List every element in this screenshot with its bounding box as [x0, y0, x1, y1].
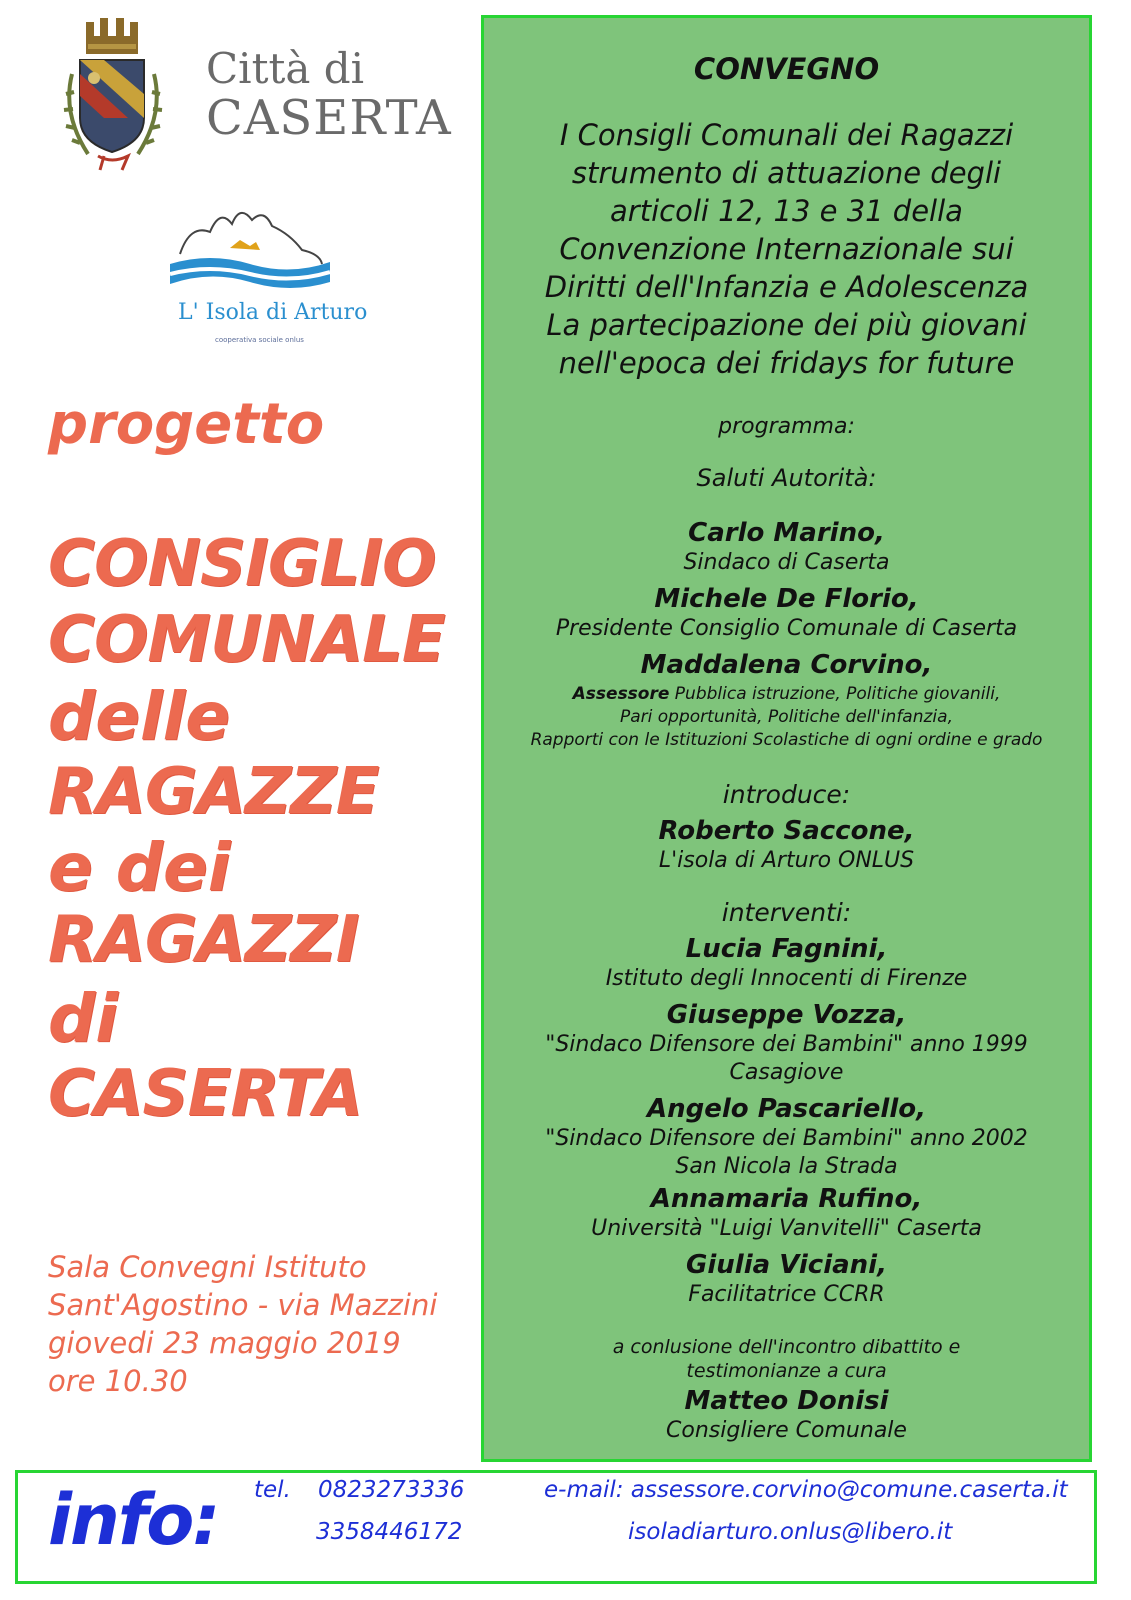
speaker-name: Giulia Viciani,	[686, 1250, 887, 1280]
theme-line: I Consigli Comunali dei Ragazzi	[559, 118, 1014, 152]
speaker-name: Annamaria Rufino,	[650, 1184, 923, 1214]
speaker-name: Carlo Marino,	[688, 518, 885, 548]
speaker-role: "Sindaco Difensore dei Bambini" anno 2002	[545, 1126, 1028, 1151]
theme-last-emphasis: fridays for future	[769, 346, 1015, 380]
saluti-label: Saluti Autorità:	[696, 464, 877, 492]
closing-speaker-name: Matteo Donisi	[684, 1386, 889, 1416]
info-label: info:	[48, 1479, 219, 1561]
speaker-role-text: Pubblica istruzione, Politiche giovanili,	[669, 684, 1001, 704]
closing-line: testimonianze a cura	[686, 1360, 887, 1382]
isola-di-arturo-logo	[170, 204, 330, 304]
theme-last-prefix: nell'epoca dei	[558, 346, 770, 380]
speaker-role: Istituto degli Innocenti di Firenze	[605, 966, 968, 991]
email-label: e-mail:	[544, 1477, 631, 1503]
speaker-role: Casagiove	[729, 1060, 844, 1085]
theme-line: Diritti dell'Infanzia e Adolescenza	[544, 270, 1029, 304]
theme-line: Convenzione Internazionale sui	[559, 232, 1014, 266]
city-name-line1: Città di	[206, 44, 365, 93]
speaker-name: Angelo Pascariello,	[646, 1094, 926, 1124]
project-title-line: COMUNALE	[48, 603, 445, 677]
theme-line: strumento di attuazione degli	[571, 156, 1002, 190]
speaker-name: Lucia Fagnini,	[685, 934, 888, 964]
city-name-line2: CASERTA	[206, 90, 452, 146]
venue-line: Sala Convegni Istituto	[48, 1250, 367, 1284]
speaker-role: Facilitatrice CCRR	[688, 1282, 885, 1307]
project-title-line: di	[48, 980, 118, 1057]
project-label: progetto	[48, 392, 325, 457]
speaker-role: Sindaco di Caserta	[683, 550, 890, 575]
theme-line: articoli 12, 13 e 31 della	[610, 194, 963, 228]
phone-link[interactable]: 0823273336	[318, 1477, 465, 1503]
speaker-role-title: Assessore	[572, 684, 670, 704]
project-title-line: CASERTA	[48, 1057, 362, 1131]
info-bar	[15, 1470, 1097, 1584]
project-title-line: RAGAZZI	[48, 903, 359, 977]
venue-line: ore 10.30	[48, 1364, 188, 1398]
email-line	[544, 1477, 1068, 1503]
project-title-line: e dei	[48, 829, 231, 906]
tel-label: tel.	[254, 1477, 291, 1503]
speaker-role: Presidente Consiglio Comunale di Caserta	[555, 616, 1018, 641]
speaker-role	[484, 684, 1089, 704]
convegno-heading: CONVEGNO	[693, 52, 880, 86]
closing-line: a conlusione dell'incontro dibattito e	[612, 1336, 961, 1358]
speaker-role: L'isola di Arturo ONLUS	[658, 848, 915, 873]
venue-line: Sant'Agostino - via Mazzini	[48, 1288, 438, 1322]
speaker-name: Maddalena Corvino,	[640, 650, 933, 680]
speaker-name: Giuseppe Vozza,	[666, 1000, 907, 1030]
project-title-line: delle	[48, 678, 231, 755]
programma-label: programma:	[718, 414, 855, 439]
email-link[interactable]: assessore.corvino@comune.caserta.it	[630, 1477, 1068, 1503]
venue-line: giovedi 23 maggio 2019	[48, 1326, 401, 1360]
project-title-line: RAGAZZE	[48, 755, 379, 829]
interventi-label: interventi:	[721, 898, 852, 927]
closing-speaker-role: Consigliere Comunale	[666, 1418, 907, 1443]
speaker-name: Roberto Saccone,	[658, 816, 915, 846]
project-title-line: CONSIGLIO	[48, 527, 436, 601]
speaker-role: San Nicola la Strada	[675, 1154, 898, 1179]
speaker-role: "Sindaco Difensore dei Bambini" anno 1999	[545, 1032, 1028, 1057]
partner-name: L' Isola di Arturo	[178, 300, 368, 325]
speaker-role: Università "Luigi Vanvitelli" Caserta	[591, 1216, 982, 1241]
speaker-role: Pari opportunità, Politiche dell'infanzia,	[620, 707, 953, 727]
email-link[interactable]: isoladiarturo.onlus@libero.it	[628, 1519, 953, 1545]
theme-line-last	[484, 346, 1089, 380]
city-crest-logo	[58, 14, 168, 174]
speaker-name: Michele De Florio,	[654, 584, 919, 614]
theme-line: La partecipazione dei più giovani	[546, 308, 1027, 342]
phone-link[interactable]: 3358446172	[316, 1519, 463, 1545]
partner-subtitle: cooperativa sociale onlus	[215, 336, 304, 344]
introduce-label: introduce:	[722, 780, 851, 809]
speaker-role: Rapporti con le Istituzioni Scolastiche di ogni ordine e grado	[530, 730, 1043, 750]
program-panel	[481, 15, 1092, 1462]
